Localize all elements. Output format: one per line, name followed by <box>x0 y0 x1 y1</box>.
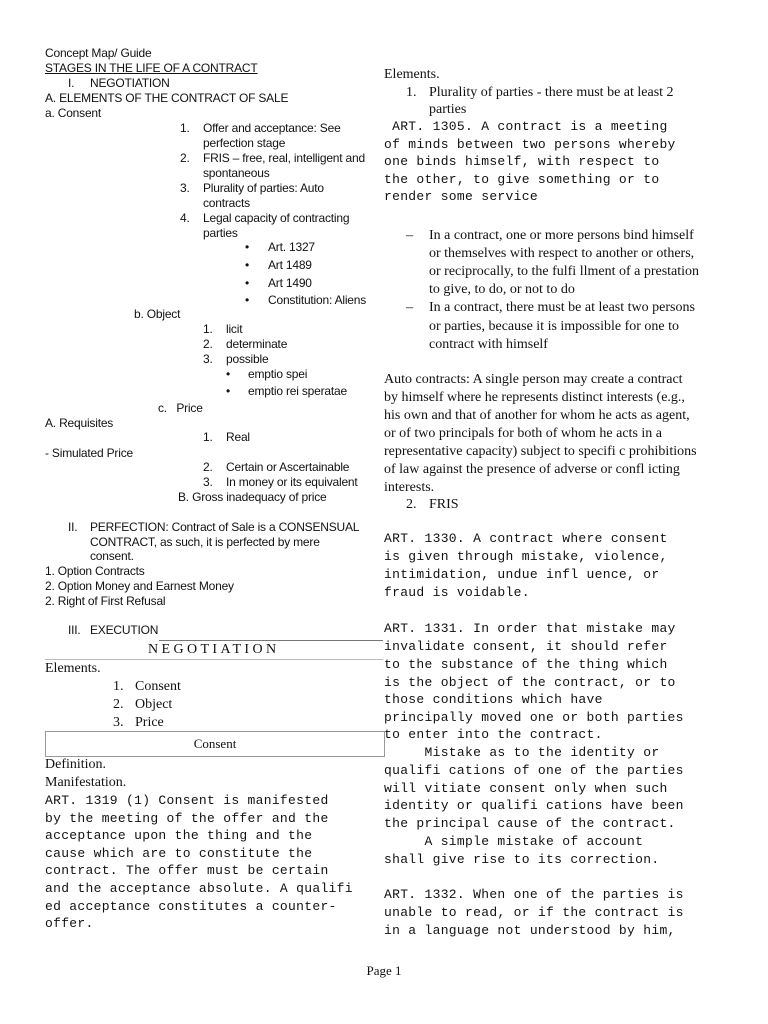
section-a-heading: A. ELEMENTS OF THE CONTRACT OF SALE <box>45 91 289 105</box>
manifestation-label: Manifestation. <box>45 775 127 790</box>
negotiation-heading: NEGOTIATION <box>148 642 280 657</box>
art1331-line-8: Mistake as to the identity or <box>384 745 660 760</box>
art1331-line-10: will vitiate consent only when such <box>384 781 668 796</box>
object-item-2-number: 2. <box>203 337 213 351</box>
art1319-line-6: and the acceptance absolute. A qualifi <box>45 881 353 896</box>
element-item-1: Consent <box>135 679 181 694</box>
bullet-icon: • <box>245 240 250 254</box>
plurality-line-1: Plurality of parties - there must be at least 2 <box>429 85 674 100</box>
auto-contracts-line-7: interests. <box>384 480 435 495</box>
perfection-line-3: consent. <box>90 549 134 563</box>
perfection-line-2: CONTRACT, as such, it is perfected by mere <box>90 535 320 549</box>
art1305-line-1: ART. 1305. A contract is a meeting <box>384 119 668 134</box>
element-item-1-number: 1. <box>113 679 124 694</box>
consent-item-1-line-2: perfection stage <box>203 136 286 150</box>
art1331-line-1: ART. 1331. In order that mistake may <box>384 621 676 636</box>
bullet-icon: • <box>245 258 250 272</box>
art1319-line-1: ART. 1319 (1) Consent is manifested <box>45 793 329 808</box>
art1331-line-9: qualifi cations of one of the parties <box>384 763 684 778</box>
page-number: Page 1 <box>366 963 402 978</box>
consent-item-3-number: 3. <box>180 181 190 195</box>
plurality-number: 1. <box>406 85 417 100</box>
object-item-2: determinate <box>226 337 288 351</box>
dash-item-2-line-1: In a contract, there must be at least two persons <box>429 300 695 315</box>
dash-item-2-line-3: contract with himself <box>429 337 548 352</box>
art1319-line-3: acceptance upon the thing and the <box>45 828 313 844</box>
art1331-line-5: those conditions which have <box>384 692 603 707</box>
consent-item-4-number: 4. <box>180 211 190 225</box>
art1331-line-11: identity or qualifi cations have been <box>384 798 684 813</box>
possible-bullet-2: emptio rei speratae <box>248 384 347 398</box>
art1331-line-4: is the object of the contract, or to <box>384 675 676 690</box>
art1331-line-3: to the substance of the thing which <box>384 657 668 672</box>
capacity-bullet-2: Art 1489 <box>268 258 312 272</box>
perfection-item-3: 2. Right of First Refusal <box>45 594 166 608</box>
consent-item-1-line-1: Offer and acceptance: See <box>203 121 341 135</box>
auto-contracts-line-2: by himself where he represents distinct interests (e.g., <box>384 390 685 405</box>
definition-label: Definition. <box>45 757 107 772</box>
art1319-line-8: offer. <box>45 916 94 932</box>
perfection-item-2: 2. Option Money and Earnest Money <box>45 579 234 593</box>
object-item-1: licit <box>226 322 243 336</box>
price-item-3-number: 3. <box>203 475 213 489</box>
price-label: c. Price <box>158 401 203 415</box>
capacity-bullet-1: Art. 1327 <box>268 240 315 254</box>
art1330-line-4: fraud is voidable. <box>384 585 530 600</box>
art1319-line-5: contract. The offer must be certain <box>45 863 329 879</box>
consent-item-4-line-2: parties <box>203 226 238 240</box>
art1305-line-4: the other, to give something or to <box>384 171 660 187</box>
art1331-line-6: principally moved one or both parties <box>384 710 684 725</box>
art1319-line-7: ed acceptance constitutes a counter- <box>45 898 337 914</box>
execution-label: EXECUTION <box>90 623 159 637</box>
art1331-line-2: invalidate consent, it should refer <box>384 639 668 654</box>
concept-map-title: Concept Map/ Guide <box>45 46 152 60</box>
dash-item-1-line-4: to give, to do, or not to do <box>429 282 575 297</box>
art1331-line-12: the principal cause of the contract. <box>384 816 676 831</box>
element-item-2: Object <box>135 697 173 712</box>
consent-label: a. Consent <box>45 106 102 120</box>
capacity-bullet-4: Constitution: Aliens <box>268 293 367 307</box>
bullet-icon: • <box>226 367 231 381</box>
consent-item-3-line-2: contracts <box>203 196 250 210</box>
dash-item-2-line-2: or parties, because it is impossible for one to <box>429 319 679 334</box>
object-label: b. Object <box>134 307 181 321</box>
auto-contracts-line-1: Auto contracts: A single person may create a contract <box>384 372 683 387</box>
stages-title: STAGES IN THE LIFE OF A CONTRACT <box>45 61 258 75</box>
dash-icon: – <box>406 228 413 243</box>
consent-item-1-number: 1. <box>180 121 190 135</box>
price-item-3: In money or its equivalent <box>226 475 358 489</box>
auto-contracts-line-5: representative capacity) subject to specifi c prohibitions <box>384 444 697 459</box>
capacity-bullet-3: Art 1490 <box>268 276 312 290</box>
art1330-line-1: ART. 1330. A contract where consent <box>384 531 668 546</box>
consent-item-4-line-1: Legal capacity of contracting <box>203 211 350 225</box>
execution-numeral: III. <box>68 623 81 637</box>
perfection-item-1: 1. Option Contracts <box>45 564 145 578</box>
consent-heading-box <box>45 731 385 757</box>
price-item-1-number: 1. <box>203 430 213 444</box>
art1330-line-3: intimidation, undue infl uence, or <box>384 567 660 582</box>
auto-contracts-line-6: of law against the presence of adverse or confl icting <box>384 462 680 477</box>
art1331-line-14: shall give rise to its correction. <box>384 852 660 867</box>
art1305-line-3: one binds himself, with respect to <box>384 154 660 170</box>
right-elements-label: Elements. <box>384 67 440 82</box>
object-item-1-number: 1. <box>203 322 213 336</box>
bullet-icon: • <box>226 384 231 398</box>
dash-icon: – <box>406 300 413 315</box>
art1305-line-5: render some service <box>384 189 538 205</box>
object-item-3-number: 3. <box>203 352 213 366</box>
element-item-3-number: 3. <box>113 715 124 730</box>
price-item-1: Real <box>226 430 250 444</box>
negotiation-numeral: I. <box>68 76 75 90</box>
dash-item-1-line-2: or themselves with respect to another or others, <box>429 246 695 261</box>
bullet-icon: • <box>245 276 250 290</box>
art1331-line-13: A simple mistake of account <box>384 834 644 849</box>
consent-item-2-line-1: FRIS – free, real, intelligent and <box>203 151 365 165</box>
elements-label: Elements. <box>45 661 101 676</box>
consent-item-3-line-1: Plurality of parties: Auto <box>203 181 324 195</box>
art1332-line-1: ART. 1332. When one of the parties is <box>384 887 684 902</box>
art1319-line-4: cause which are to constitute the <box>45 845 313 861</box>
art1330-line-2: is given through mistake, violence, <box>384 549 668 564</box>
art1332-line-2: unable to read, or if the contract is <box>384 905 684 920</box>
possible-bullet-1: emptio spei <box>248 367 308 381</box>
perfection-numeral: II. <box>68 520 78 534</box>
plurality-line-2: parties <box>429 102 467 117</box>
art1332-line-3: in a language not understood by him, <box>384 923 676 938</box>
gross-inadequacy: B. Gross inadequacy of price <box>178 490 327 504</box>
dash-item-1-line-1: In a contract, one or more persons bind himself <box>429 228 694 243</box>
art1331-line-7: to enter into the contract. <box>384 727 603 742</box>
requisites-label: A. Requisites <box>45 416 114 430</box>
price-item-2-number: 2. <box>203 460 213 474</box>
simulated-price: - Simulated Price <box>45 446 133 460</box>
auto-contracts-line-4: or of two principals for both of whom he acts in a <box>384 426 662 441</box>
element-item-3: Price <box>135 715 164 730</box>
price-item-2: Certain or Ascertainable <box>226 460 350 474</box>
bullet-icon: • <box>245 293 250 307</box>
perfection-line-1: PERFECTION: Contract of Sale is a CONSENSUAL <box>90 520 360 534</box>
object-item-3: possible <box>226 352 269 366</box>
fris-number: 2. <box>406 497 417 512</box>
consent-item-2-number: 2. <box>180 151 190 165</box>
art1319-line-2: by the meeting of the offer and the <box>45 810 329 826</box>
auto-contracts-line-3: his own and that of another for whom he acts as agent, <box>384 408 690 423</box>
art1305-line-2: of minds between two persons whereby <box>384 136 676 152</box>
consent-heading: Consent <box>193 736 237 751</box>
negotiation-label: NEGOTIATION <box>90 76 170 90</box>
consent-item-2-line-2: spontaneous <box>203 166 270 180</box>
dash-item-1-line-3: or reciprocally, to the fulfi llment of a prestation <box>429 264 700 279</box>
fris-label: FRIS <box>429 497 459 512</box>
element-item-2-number: 2. <box>113 697 124 712</box>
